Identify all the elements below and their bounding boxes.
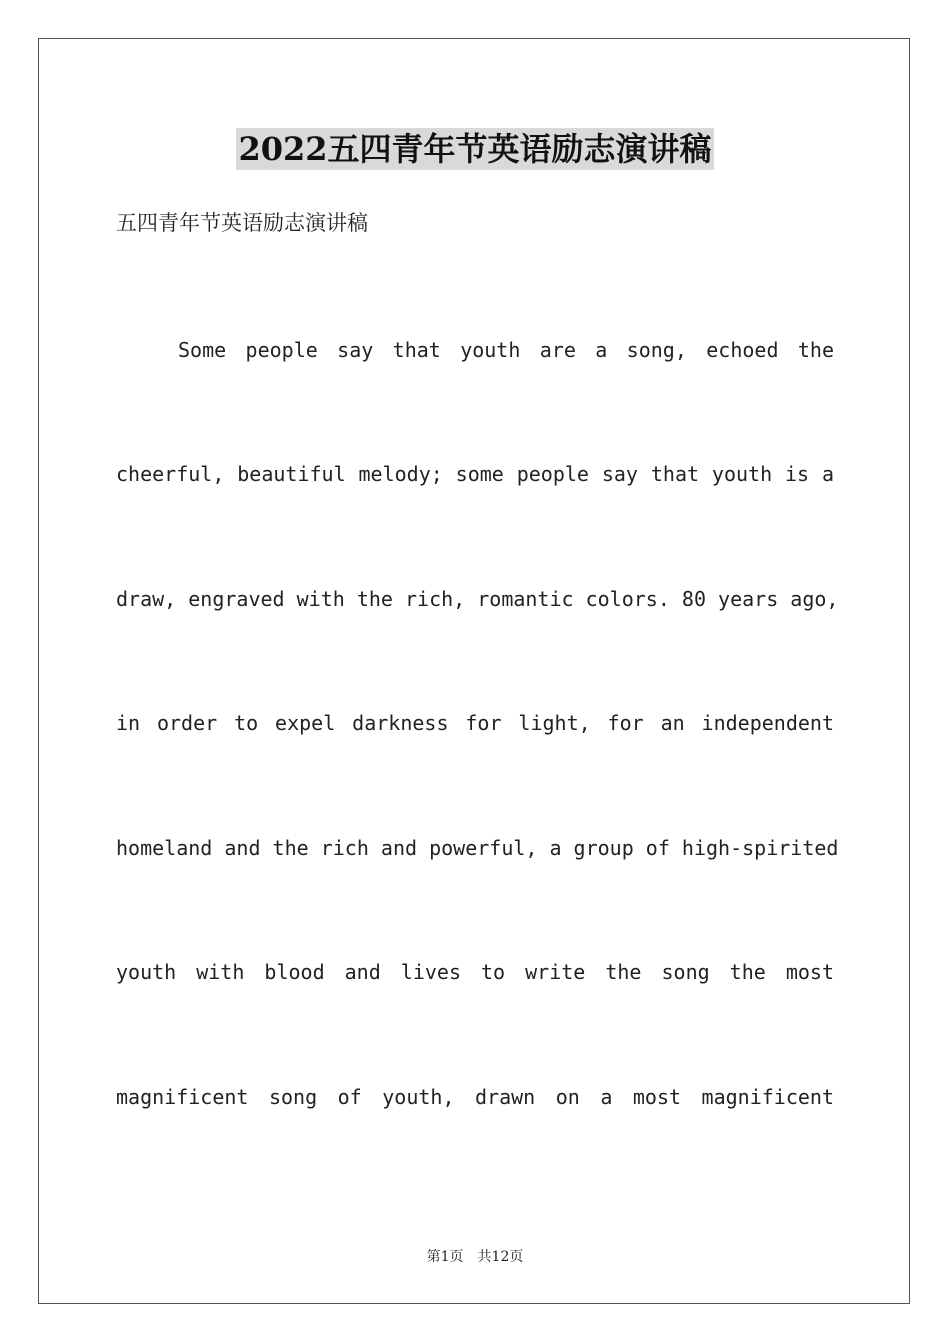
document-title-text: 2022五四青年节英语励志演讲稿 [238, 130, 712, 168]
body-text-line: in order to expel darkness for light, for an independent [116, 711, 834, 735]
body-text-line: youth with blood and lives to write the song the most [116, 960, 834, 984]
document-subtitle: 五四青年节英语励志演讲稿 [116, 211, 368, 235]
body-text-line: draw, engraved with the rich, romantic colors. 80 years ago, [116, 587, 839, 611]
document-title [0, 128, 950, 170]
body-text-line: magnificent song of youth, drawn on a most magnificent [116, 1085, 834, 1109]
body-text-line: cheerful, beautiful melody; some people say that youth is a [116, 462, 834, 486]
page-number-total: 共12页 [477, 1249, 524, 1265]
body-text-line: Some people say that youth are a song, echoed the [178, 338, 834, 362]
body-text-line: homeland and the rich and powerful, a group of high-spirited [116, 836, 839, 860]
page-footer [0, 1247, 950, 1267]
page-number-current: 第1页 [426, 1249, 464, 1265]
